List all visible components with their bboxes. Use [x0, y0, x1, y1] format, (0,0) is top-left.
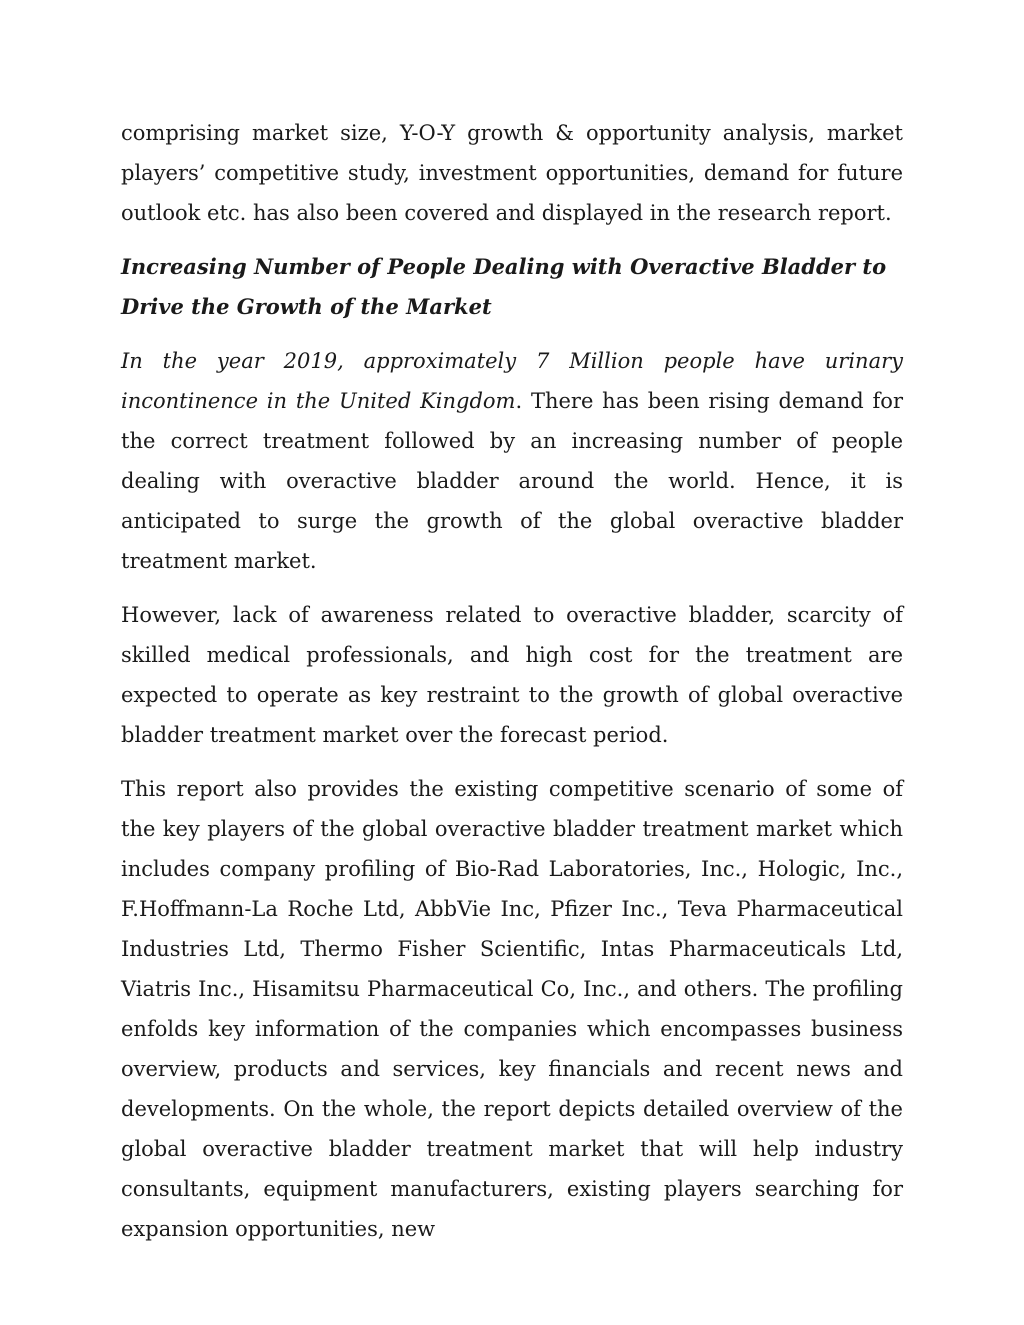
paragraph-key-players: This report also provides the existing competitive scenario of some of the key players of the global overactive bladder treatment market which includes company profiling of Bio-Rad Laboratories, Inc., Hologic, Inc., F.Hoffmann-La Roche Ltd, AbbVie Inc, Pfizer Inc., Teva Pharmaceutical Industries Ltd, Thermo Fisher Scientific, Intas Pharmaceuticals Ltd, Viatris Inc., Hisamitsu Pharmaceutical Co, Inc., and others. The profiling enfolds key information of the companies which encompasses business overview, products and services, key financials and recent news and developments. On the whole, the report depicts detailed overview of the global overactive bladder treatment market that will help industry consultants, equipment manufacturers, existing players searching for expansion opportunities, new — [121, 777, 903, 1241]
document-page — [121, 113, 903, 1263]
paragraph-intro: comprising market size, Y-O-Y growth & opportunity analysis, market players’ competitive study, investment opportunities, demand for future outlook etc. has also been covered and displayed in the research report. — [121, 121, 903, 225]
paragraph-restraints: However, lack of awareness related to overactive bladder, scarcity of skilled medical professionals, and high cost for the treatment are expected to operate as key restraint to the growth of global overactive bladder treatment market over the forecast period. — [121, 603, 903, 747]
paragraph-body: . There has been rising demand for the correct treatment followed by an increasing number of people dealing with overactive bladder around the world. Hence, it is anticipated to surge the growth of the global overactive bladder treatment market. — [121, 389, 903, 573]
section-heading: Increasing Number of People Dealing with Overactive Bladder to Drive the Growth of the Market — [121, 254, 887, 319]
paragraph-lead-italic: In the year 2019, approximately 7 Million people have urinary incontinence in the United Kingdom — [121, 349, 903, 413]
paragraph-uk-incontinence — [121, 341, 903, 581]
